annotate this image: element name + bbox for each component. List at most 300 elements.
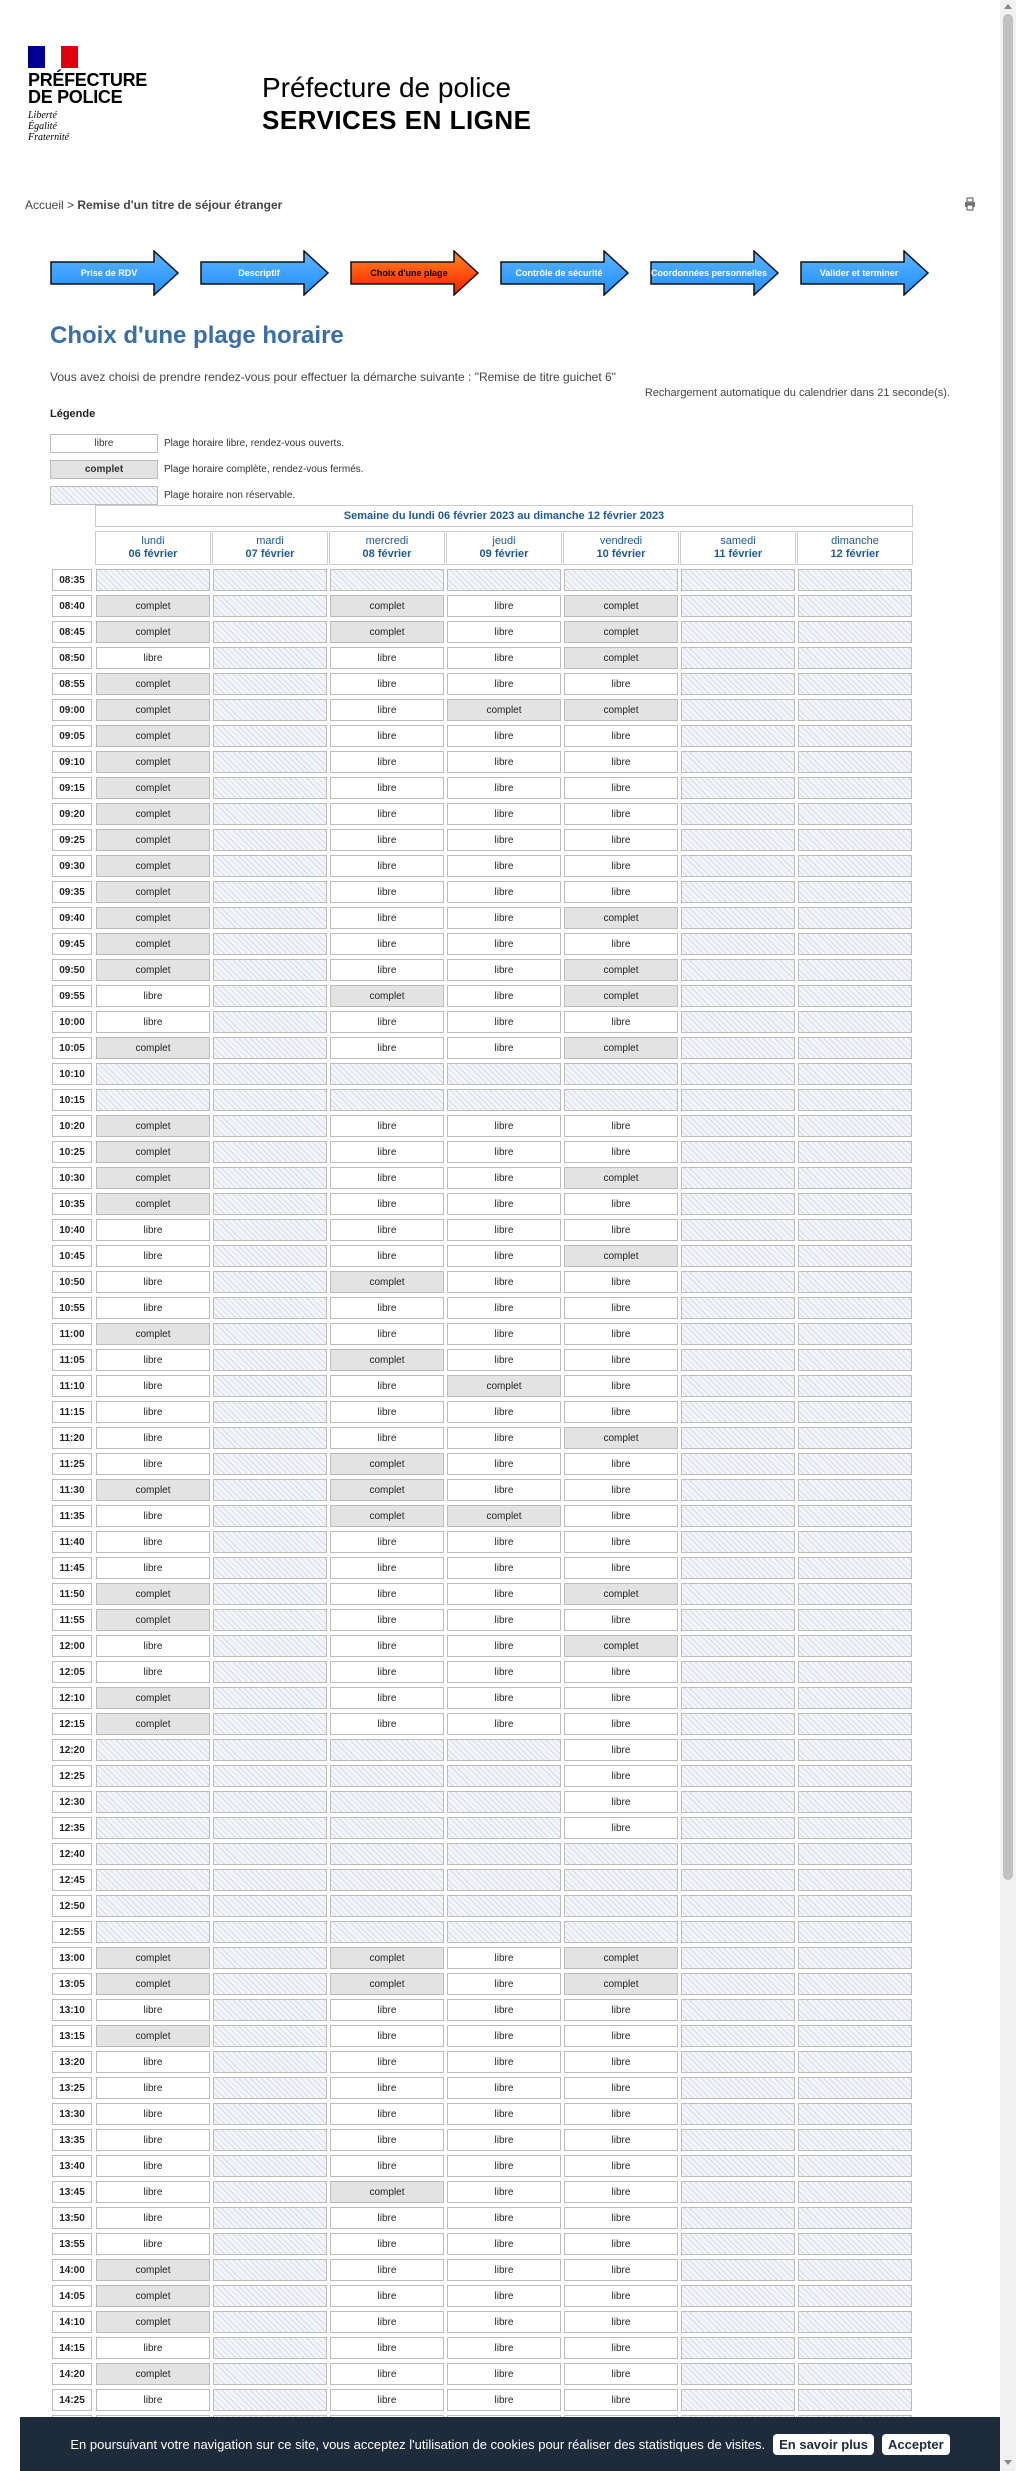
slot-libre[interactable]: libre (564, 2389, 678, 2411)
slot-libre[interactable]: libre (96, 1531, 210, 1553)
slot-unavailable (213, 1583, 327, 1605)
slot-libre[interactable]: libre (330, 1297, 444, 1319)
slot-libre[interactable]: libre (96, 1375, 210, 1397)
slot-libre[interactable]: libre (330, 2389, 444, 2411)
legend-row-libre (50, 430, 364, 456)
time-label: 14:20 (52, 2363, 92, 2385)
logo-line: PRÉFECTURE (28, 70, 148, 90)
time-label: 08:55 (52, 673, 92, 695)
slot-libre[interactable]: libre (96, 1661, 210, 1683)
slot-libre[interactable]: libre (564, 673, 678, 695)
slot-libre[interactable]: libre (330, 2051, 444, 2073)
time-label: 09:55 (52, 985, 92, 1007)
slot-libre[interactable]: libre (96, 1011, 210, 1033)
time-row (51, 1323, 914, 1347)
slot-libre[interactable]: libre (564, 2181, 678, 2203)
slot-libre[interactable]: libre (447, 2363, 561, 2385)
slot-libre[interactable]: libre (564, 829, 678, 851)
time-row (51, 1635, 914, 1659)
slot-unavailable (681, 647, 795, 669)
slot-libre[interactable]: libre (447, 1453, 561, 1475)
slot-unavailable (213, 1739, 327, 1761)
slot-unavailable (798, 1505, 912, 1527)
time-label: 09:20 (52, 803, 92, 825)
time-label: 11:40 (52, 1531, 92, 1553)
time-row (51, 2233, 914, 2257)
slot-unavailable (213, 829, 327, 851)
slot-unavailable (798, 2077, 912, 2099)
slot-libre[interactable]: libre (330, 1167, 444, 1189)
slot-libre[interactable]: libre (447, 2207, 561, 2229)
slot-libre[interactable]: libre (447, 647, 561, 669)
slot-unavailable (213, 1713, 327, 1735)
slot-unavailable (798, 595, 912, 617)
time-row (51, 1479, 914, 1503)
day-date: 06 février (128, 548, 178, 560)
slot-unavailable (798, 1427, 912, 1449)
slot-libre[interactable]: libre (564, 2077, 678, 2099)
slot-libre[interactable]: libre (330, 2129, 444, 2151)
time-label: 12:50 (52, 1895, 92, 1917)
slot-libre[interactable]: libre (564, 1609, 678, 1631)
slot-unavailable (213, 2103, 327, 2125)
slot-libre[interactable]: libre (447, 2259, 561, 2281)
time-row (51, 881, 914, 905)
slot-unavailable (330, 1921, 444, 1943)
slot-libre[interactable]: libre (447, 621, 561, 643)
slot-libre[interactable]: libre (447, 1661, 561, 1683)
slot-libre[interactable]: libre (564, 1791, 678, 1813)
slot-libre[interactable]: libre (330, 1193, 444, 1215)
slot-libre[interactable]: libre (447, 1713, 561, 1735)
slot-libre[interactable]: libre (96, 2129, 210, 2151)
slot-libre[interactable]: libre (447, 1037, 561, 1059)
slot-libre[interactable]: libre (96, 2207, 210, 2229)
slot-unavailable (213, 803, 327, 825)
slot-libre[interactable]: libre (447, 2337, 561, 2359)
slot-libre[interactable]: libre (564, 1687, 678, 1709)
slot-libre[interactable]: libre (447, 959, 561, 981)
scrollbar-thumb[interactable] (1003, 14, 1013, 1880)
slot-libre[interactable]: libre (564, 933, 678, 955)
slot-libre[interactable]: libre (564, 1349, 678, 1371)
slot-libre[interactable]: libre (330, 2077, 444, 2099)
slot-libre[interactable]: libre (564, 1531, 678, 1553)
slot-unavailable (96, 569, 210, 591)
slot-libre[interactable]: libre (447, 1635, 561, 1657)
slot-libre[interactable]: libre (330, 1141, 444, 1163)
slot-libre[interactable]: libre (447, 829, 561, 851)
time-label: 13:40 (52, 2155, 92, 2177)
time-label: 12:45 (52, 1869, 92, 1891)
step-4 (500, 250, 630, 296)
slot-libre[interactable]: libre (447, 1193, 561, 1215)
slot-libre[interactable]: libre (330, 2311, 444, 2333)
slot-libre[interactable]: libre (96, 1635, 210, 1657)
slot-libre[interactable]: libre (564, 1297, 678, 1319)
slot-libre[interactable]: libre (330, 1583, 444, 1605)
slot-libre[interactable]: libre (330, 1375, 444, 1397)
slot-libre[interactable]: libre (447, 907, 561, 929)
slot-libre[interactable]: libre (96, 2155, 210, 2177)
slot-libre[interactable]: libre (447, 1271, 561, 1293)
cookie-accept-button[interactable]: Accepter (882, 2434, 950, 2455)
slot-libre[interactable]: libre (564, 2337, 678, 2359)
step-label: Coordonnées personnelles (650, 268, 768, 278)
slot-unavailable (213, 1947, 327, 1969)
slot-libre[interactable]: libre (447, 1427, 561, 1449)
slot-unavailable (681, 2363, 795, 2385)
slot-libre[interactable]: libre (330, 1219, 444, 1241)
slot-libre[interactable]: libre (564, 1271, 678, 1293)
slot-unavailable (681, 1375, 795, 1397)
step-5 (650, 250, 780, 296)
slot-libre[interactable]: libre (96, 1999, 210, 2021)
slot-unavailable (213, 1271, 327, 1293)
day-header (680, 531, 796, 565)
scroll-down-icon[interactable] (1004, 2460, 1012, 2465)
slot-libre[interactable]: libre (96, 1271, 210, 1293)
slot-libre[interactable]: libre (96, 2051, 210, 2073)
slot-libre[interactable]: libre (564, 2311, 678, 2333)
time-label: 13:05 (52, 1973, 92, 1995)
slot-libre[interactable]: libre (330, 1635, 444, 1657)
slot-libre[interactable]: libre (330, 2363, 444, 2385)
cookie-more-button[interactable]: En savoir plus (773, 2434, 874, 2455)
time-label: 09:00 (52, 699, 92, 721)
slot-libre[interactable]: libre (564, 1375, 678, 1397)
day-header (446, 531, 562, 565)
slot-libre[interactable]: libre (330, 881, 444, 903)
slot-libre[interactable]: libre (564, 2051, 678, 2073)
slot-complet: complet (96, 1479, 210, 1501)
slot-libre[interactable]: libre (564, 1739, 678, 1761)
slot-unavailable (681, 907, 795, 929)
slot-unavailable (798, 1557, 912, 1579)
slot-libre[interactable]: libre (564, 1505, 678, 1527)
slot-libre[interactable]: libre (564, 2103, 678, 2125)
slot-unavailable (798, 1869, 912, 1891)
slot-libre[interactable]: libre (564, 2155, 678, 2177)
slot-libre[interactable]: libre (564, 2025, 678, 2047)
slot-complet: complet (330, 985, 444, 1007)
slot-libre[interactable]: libre (564, 2129, 678, 2151)
slot-libre[interactable]: libre (447, 2051, 561, 2073)
slot-unavailable (213, 1297, 327, 1319)
slot-libre[interactable]: libre (330, 1609, 444, 1631)
slot-libre[interactable]: libre (330, 1011, 444, 1033)
slot-libre[interactable]: libre (564, 777, 678, 799)
slot-libre[interactable]: libre (330, 1037, 444, 1059)
slot-libre[interactable]: libre (330, 1245, 444, 1267)
slot-complet: complet (330, 1505, 444, 1527)
slot-libre[interactable]: libre (447, 1479, 561, 1501)
slot-libre[interactable]: libre (330, 1427, 444, 1449)
slot-libre[interactable]: libre (564, 1141, 678, 1163)
slot-complet: complet (330, 595, 444, 617)
time-label: 09:10 (52, 751, 92, 773)
time-row (51, 1297, 914, 1321)
motto-line: Liberté (28, 110, 57, 121)
slot-libre[interactable]: libre (330, 855, 444, 877)
slot-libre[interactable]: libre (96, 2233, 210, 2255)
slot-libre[interactable]: libre (96, 985, 210, 1007)
slot-libre[interactable]: libre (96, 2077, 210, 2099)
slot-libre[interactable]: libre (447, 1531, 561, 1553)
slot-unavailable (681, 1869, 795, 1891)
slot-libre[interactable]: libre (447, 933, 561, 955)
slot-libre[interactable]: libre (330, 1557, 444, 1579)
slot-libre[interactable]: libre (564, 751, 678, 773)
slot-libre[interactable]: libre (330, 2025, 444, 2047)
slot-libre[interactable]: libre (447, 1583, 561, 1605)
time-row (51, 1713, 914, 1737)
slot-libre[interactable]: libre (96, 1557, 210, 1579)
slot-libre[interactable]: libre (447, 2103, 561, 2125)
print-icon[interactable] (964, 197, 976, 211)
slot-libre[interactable]: libre (330, 2337, 444, 2359)
slot-unavailable (330, 1817, 444, 1839)
slot-unavailable (447, 1921, 561, 1943)
legend-box-unavailable (50, 486, 158, 505)
slot-unavailable (681, 595, 795, 617)
slot-libre[interactable]: libre (330, 751, 444, 773)
slot-complet: complet (564, 1037, 678, 1059)
slot-unavailable (681, 2233, 795, 2255)
slot-libre[interactable]: libre (564, 1453, 678, 1475)
slot-unavailable (564, 1921, 678, 1943)
slot-libre[interactable]: libre (564, 2207, 678, 2229)
slot-libre[interactable]: libre (447, 1401, 561, 1423)
time-label: 12:35 (52, 1817, 92, 1839)
breadcrumb-home-link[interactable]: Accueil (25, 198, 64, 212)
slot-libre[interactable]: libre (447, 1011, 561, 1033)
slot-libre[interactable]: libre (330, 933, 444, 955)
slot-unavailable (213, 2129, 327, 2151)
slot-libre[interactable]: libre (564, 1219, 678, 1241)
time-label: 10:35 (52, 1193, 92, 1215)
slot-libre[interactable]: libre (447, 1999, 561, 2021)
slot-libre[interactable]: libre (330, 803, 444, 825)
slot-unavailable (213, 1037, 327, 1059)
slot-libre[interactable]: libre (447, 1219, 561, 1241)
slot-unavailable (681, 1765, 795, 1787)
slot-libre[interactable]: libre (96, 1505, 210, 1527)
slot-libre[interactable]: libre (564, 2285, 678, 2307)
slot-libre[interactable]: libre (564, 1713, 678, 1735)
slot-unavailable (798, 673, 912, 695)
slot-libre[interactable]: libre (564, 1115, 678, 1137)
slot-unavailable (681, 2285, 795, 2307)
slot-libre[interactable]: libre (330, 907, 444, 929)
slot-unavailable (213, 1401, 327, 1423)
slot-complet: complet (96, 1167, 210, 1189)
slot-libre[interactable]: libre (447, 1245, 561, 1267)
slot-libre[interactable]: libre (96, 2181, 210, 2203)
slot-libre[interactable]: libre (330, 1713, 444, 1735)
slot-libre[interactable]: libre (447, 751, 561, 773)
slot-unavailable (798, 2259, 912, 2281)
slot-libre[interactable]: libre (330, 2155, 444, 2177)
slot-libre[interactable]: libre (447, 2025, 561, 2047)
slot-unavailable (798, 2051, 912, 2073)
slot-libre[interactable]: libre (96, 1349, 210, 1371)
slot-unavailable (681, 1921, 795, 1943)
slot-libre[interactable]: libre (564, 1557, 678, 1579)
slot-libre[interactable]: libre (330, 2285, 444, 2307)
slot-libre[interactable]: libre (447, 855, 561, 877)
slot-complet: complet (564, 907, 678, 929)
slot-complet: complet (330, 621, 444, 643)
slot-libre[interactable]: libre (447, 1297, 561, 1319)
time-row (51, 2181, 914, 2205)
slot-libre[interactable]: libre (96, 1219, 210, 1241)
time-row (51, 1245, 914, 1269)
slot-libre[interactable]: libre (330, 829, 444, 851)
slot-libre[interactable]: libre (447, 1349, 561, 1371)
slot-libre[interactable]: libre (330, 2259, 444, 2281)
slot-libre[interactable]: libre (330, 959, 444, 981)
breadcrumb (25, 198, 282, 212)
slot-libre[interactable]: libre (564, 1661, 678, 1683)
slot-unavailable (798, 1453, 912, 1475)
slot-libre[interactable]: libre (330, 1999, 444, 2021)
slot-libre[interactable]: libre (564, 1011, 678, 1033)
slot-unavailable (213, 595, 327, 617)
slot-unavailable (213, 907, 327, 929)
prefecture-logo[interactable] (28, 46, 168, 143)
slot-libre[interactable]: libre (564, 803, 678, 825)
slot-libre[interactable]: libre (564, 2363, 678, 2385)
slot-libre[interactable]: libre (447, 2077, 561, 2099)
slot-libre[interactable]: libre (447, 673, 561, 695)
slot-unavailable (213, 1479, 327, 1501)
slot-libre[interactable]: libre (564, 1323, 678, 1345)
slot-libre[interactable]: libre (564, 855, 678, 877)
slot-libre[interactable]: libre (330, 777, 444, 799)
slot-libre[interactable]: libre (564, 1817, 678, 1839)
slot-libre[interactable]: libre (564, 1401, 678, 1423)
slot-libre[interactable]: libre (447, 2233, 561, 2255)
slot-libre[interactable]: libre (447, 1141, 561, 1163)
slot-unavailable (96, 1869, 210, 1891)
slot-libre[interactable]: libre (96, 2337, 210, 2359)
slot-libre[interactable]: libre (447, 2285, 561, 2307)
slot-libre[interactable]: libre (564, 1193, 678, 1215)
slot-unavailable (213, 2207, 327, 2229)
slot-libre[interactable]: libre (447, 803, 561, 825)
slot-libre[interactable]: libre (564, 1999, 678, 2021)
slot-libre[interactable]: libre (330, 1401, 444, 1423)
slot-libre[interactable]: libre (447, 1973, 561, 1995)
slot-libre[interactable]: libre (330, 2207, 444, 2229)
slot-libre[interactable]: libre (330, 1661, 444, 1683)
slot-unavailable (681, 2025, 795, 2047)
slot-libre[interactable]: libre (447, 725, 561, 747)
slot-complet: complet (96, 699, 210, 721)
slot-unavailable (213, 933, 327, 955)
page-scrollbar[interactable] (1000, 0, 1016, 2471)
slot-libre[interactable]: libre (447, 1557, 561, 1579)
slot-libre[interactable]: libre (447, 1323, 561, 1345)
time-row (51, 777, 914, 801)
slot-libre[interactable]: libre (330, 647, 444, 669)
day-name: samedi (720, 535, 756, 547)
time-label: 11:10 (52, 1375, 92, 1397)
slot-libre[interactable]: libre (330, 1531, 444, 1553)
slot-unavailable (681, 2259, 795, 2281)
slot-libre[interactable]: libre (330, 1687, 444, 1709)
slot-libre[interactable]: libre (447, 881, 561, 903)
slot-libre[interactable]: libre (447, 2181, 561, 2203)
slot-complet: complet (96, 933, 210, 955)
time-row (51, 1427, 914, 1451)
slot-complet: complet (330, 1973, 444, 1995)
slot-unavailable (330, 1791, 444, 1813)
slot-libre[interactable]: libre (447, 777, 561, 799)
slot-unavailable (213, 881, 327, 903)
slot-libre[interactable]: libre (564, 1479, 678, 1501)
slot-libre[interactable]: libre (96, 2389, 210, 2411)
slot-unavailable (96, 1089, 210, 1111)
time-label: 13:55 (52, 2233, 92, 2255)
slot-libre[interactable]: libre (447, 985, 561, 1007)
slot-libre[interactable]: libre (330, 1323, 444, 1345)
slot-libre[interactable]: libre (447, 1115, 561, 1137)
time-row (51, 1167, 914, 1191)
slot-libre[interactable]: libre (330, 2103, 444, 2125)
slot-libre[interactable]: libre (564, 881, 678, 903)
time-row (51, 595, 914, 619)
slot-libre[interactable]: libre (96, 1297, 210, 1319)
slot-libre[interactable]: libre (447, 2311, 561, 2333)
time-row (51, 2285, 914, 2309)
slot-libre[interactable]: libre (447, 1687, 561, 1709)
slot-libre[interactable]: libre (96, 647, 210, 669)
slot-libre[interactable]: libre (96, 1245, 210, 1267)
slot-libre[interactable]: libre (330, 673, 444, 695)
slot-libre[interactable]: libre (330, 2233, 444, 2255)
slot-libre[interactable]: libre (96, 1427, 210, 1449)
slot-complet: complet (96, 959, 210, 981)
slot-libre[interactable]: libre (447, 2389, 561, 2411)
scroll-up-icon[interactable] (1004, 4, 1012, 9)
slot-libre[interactable]: libre (447, 2155, 561, 2177)
slot-libre[interactable]: libre (447, 595, 561, 617)
step-2 (200, 250, 330, 296)
slot-libre[interactable]: libre (447, 2129, 561, 2151)
slot-libre[interactable]: libre (96, 2103, 210, 2125)
slot-libre[interactable]: libre (564, 1765, 678, 1787)
slot-libre[interactable]: libre (564, 2233, 678, 2255)
slot-libre[interactable]: libre (564, 725, 678, 747)
slot-libre[interactable]: libre (330, 699, 444, 721)
slot-unavailable (681, 959, 795, 981)
slot-libre[interactable]: libre (330, 1115, 444, 1137)
slot-libre[interactable]: libre (96, 1401, 210, 1423)
slot-libre[interactable]: libre (447, 1947, 561, 1969)
slot-libre[interactable]: libre (330, 725, 444, 747)
time-row (51, 2155, 914, 2179)
slot-libre[interactable]: libre (447, 1609, 561, 1631)
slot-unavailable (213, 1063, 327, 1085)
slot-unavailable (213, 569, 327, 591)
slot-unavailable (213, 1609, 327, 1631)
slot-libre[interactable]: libre (96, 1453, 210, 1475)
slot-unavailable (447, 1869, 561, 1891)
slot-libre[interactable]: libre (564, 2259, 678, 2281)
slot-libre[interactable]: libre (447, 1167, 561, 1189)
